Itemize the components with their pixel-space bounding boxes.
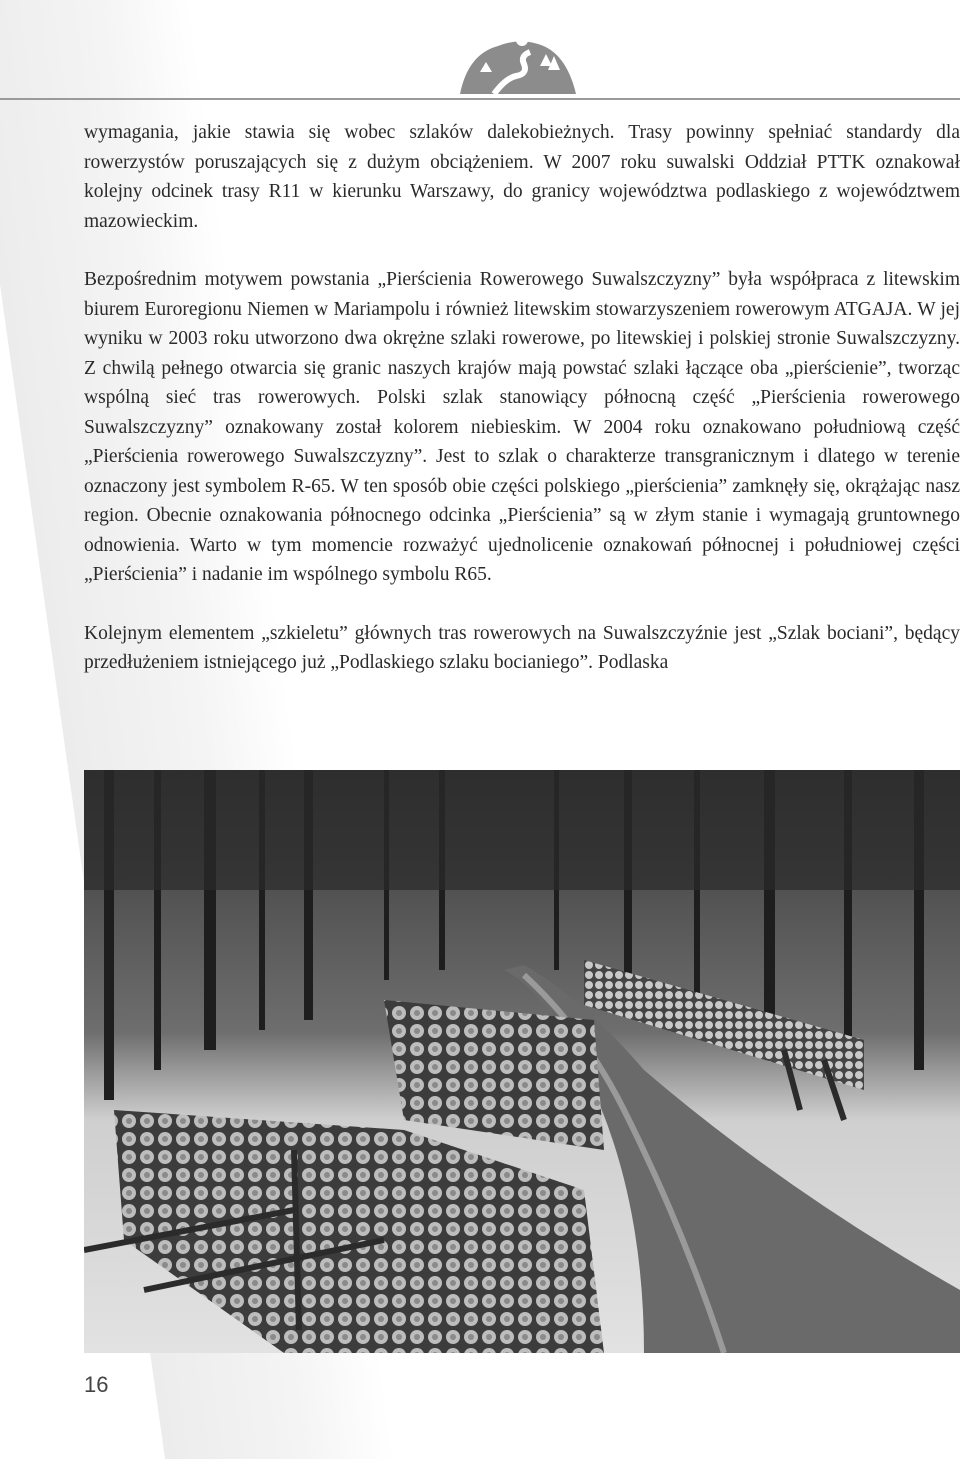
- article-body: [84, 118, 960, 707]
- mountain-sun-logo: [458, 26, 578, 96]
- paragraph: wymagania, jakie stawia się wobec szlaków dalekobieżnych. Trasy powinny spełniać standardy dla rowerzystów poruszających się z dużym obciążeniem. W 2007 roku suwalski Oddział PTTK oznakował kolejny odcinek trasy R11 w kierunku Warszawy, do granicy województwa podlaskiego z województwem mazowieckim.: [84, 122, 960, 232]
- forest-road-photo: [84, 770, 960, 1353]
- paragraph: Bezpośrednim motywem powstania „Pierścienia Rowerowego Suwalszczyzny” była współpraca z litewskim biurem Euroregionu Niemen w Mariampolu i również litewskim stowarzyszeniem rowerowym ATGAJA. W jej wyniku w 2003 roku utworzono dwa okrężne szlaki rowerowe, po litewskiej i polskiej stronie Suwalszczyzny. Z chwilą pełnego otwarcia się granic naszych krajów mają powstać szlaki łączące oba „pierścienie”, tworząc wspólną sieć tras rowerowych. Polski szlak stanowiący północną część „Pierścienia rowerowego Suwalszczyzny” oznakowany został kolorem niebieskim. W 2004 roku oznakowano południową część „Pierścienia rowerowego Suwalszczyzny”. Jest to szlak o charakterze transgranicznym i dlatego w terenie oznaczony jest symbolem R-65. W ten sposób obie części polskiego „pierścienia” zamknęły się, okrążając nasz region. Obecnie oznakowania północnego odcinka „Pierścienia” są w złym stanie i wymagają gruntownego odnowienia. Warto w tym momencie rozważyć ujednolicenie oznakowań północnej i południowej części „Pierścienia” i nadanie im wspólnego symbolu R65.: [84, 269, 960, 585]
- page-number: 16: [84, 1372, 109, 1397]
- header-divider: [0, 98, 960, 100]
- paragraph: Kolejnym elementem „szkieletu” głównych tras rowerowych na Suwalszczyźnie jest „Szlak bociani”, będący przedłużeniem istniejącego już „Podlaskiego szlaku bocianiego”. Podlaska: [84, 622, 960, 673]
